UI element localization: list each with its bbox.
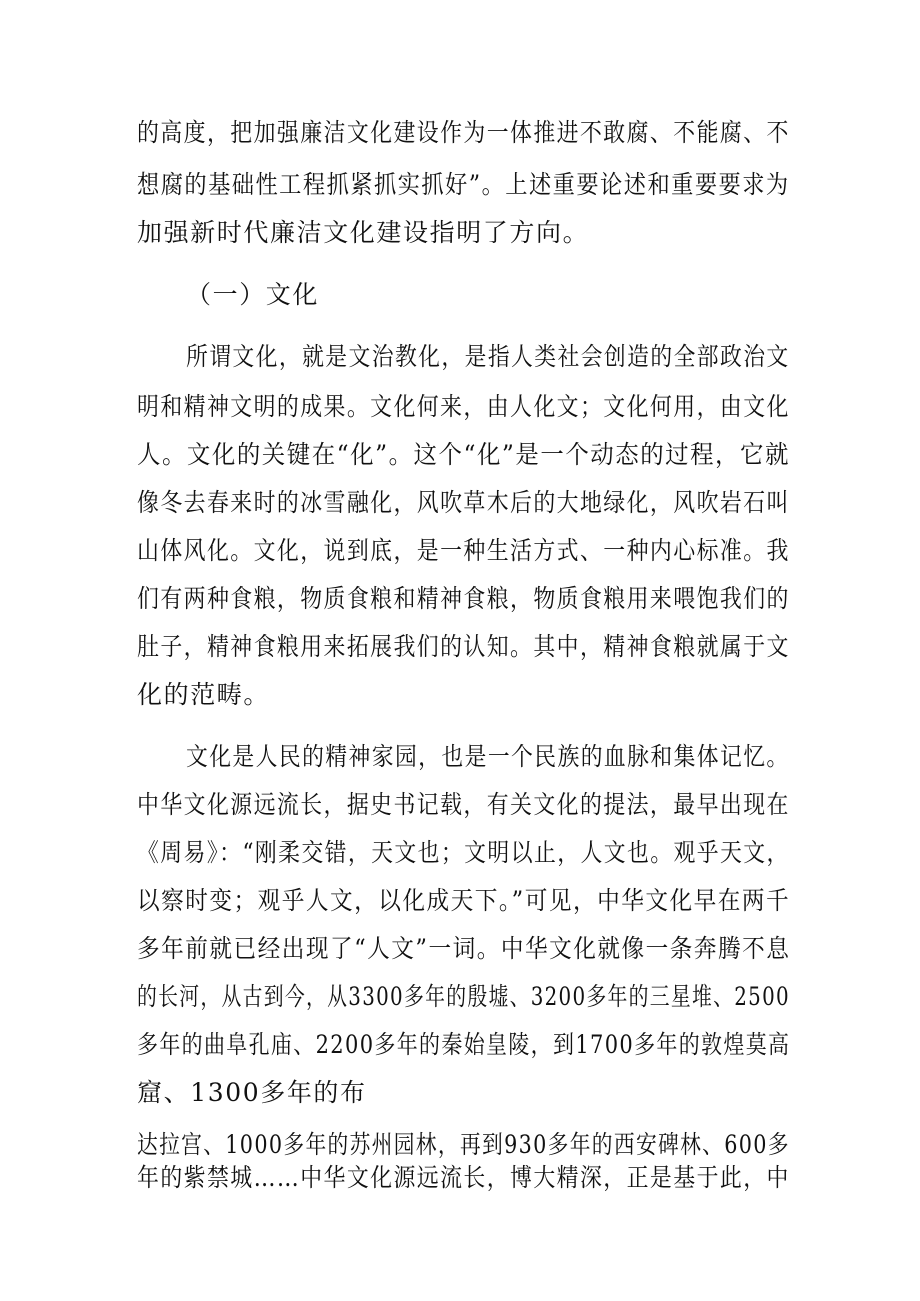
text-line: 达拉宫、1000多年的苏州园林，再到930多年的西安碑林、600多: [137, 1130, 790, 1159]
text-line: 们有两种食粮，物质食粮和精神食粮，物质食粮用来喂饱我们的: [137, 584, 790, 613]
text-line: 的长河，从古到今，从3300多年的殷墟、3200多年的三星堆、2500: [137, 982, 790, 1011]
text-line: 肚子，精神食粮用来拓展我们的认知。其中，精神食粮就属于文: [137, 632, 790, 661]
text-line: 想腐的基础性工程抓紧抓实抓好”。上述重要论述和重要要求为: [137, 170, 790, 199]
text-line: 的高度，把加强廉洁文化建设作为一体推进不敢腐、不能腐、不: [137, 118, 790, 147]
text-line: 加强新时代廉洁文化建设指明了方向。: [137, 218, 590, 247]
text-line: 所谓文化，就是文治教化，是指人类社会创造的全部政治文: [186, 342, 790, 371]
text-line: 化的范畴。: [137, 680, 271, 709]
text-line: 以察时变；观乎人文，以化成天下。”可见，中华文化早在两千: [137, 886, 791, 915]
text-line: 年的紫禁城……中华文化源远流长，博大精深，正是基于此，中: [137, 1163, 790, 1192]
text-line: 明和精神文明的成果。文化何来，由人化文；文化何用，由文化: [137, 392, 790, 421]
section-heading: （一）文化: [186, 280, 320, 309]
text-line: 人。文化的关键在“化”。这个“化”是一个动态的过程，它就: [137, 440, 790, 469]
text-line: 多年前就已经出现了“人文”一词。中华文化就像一条奔腾不息: [137, 934, 791, 963]
text-line: 文化是人民的精神家园，也是一个民族的血脉和集体记忆。: [186, 742, 790, 771]
text-line: 像冬去春来时的冰雪融化，风吹草木后的大地绿化，风吹岩石叫: [137, 488, 790, 517]
text-line: 多年的曲阜孔庙、2200多年的秦始皇陵，到1700多年的敦煌莫高: [137, 1030, 791, 1059]
text-line: 山体风化。文化，说到底，是一种生活方式、一种内心标准。我: [137, 536, 790, 565]
text-line: 中华文化源远流长，据史书记载，有关文化的提法，最早出现在: [137, 790, 790, 819]
text-line: 《周易》：“刚柔交错，天文也；文明以止，人文也。观乎天文，: [137, 838, 790, 867]
text-line: 窟、1300多年的布: [137, 1078, 367, 1107]
